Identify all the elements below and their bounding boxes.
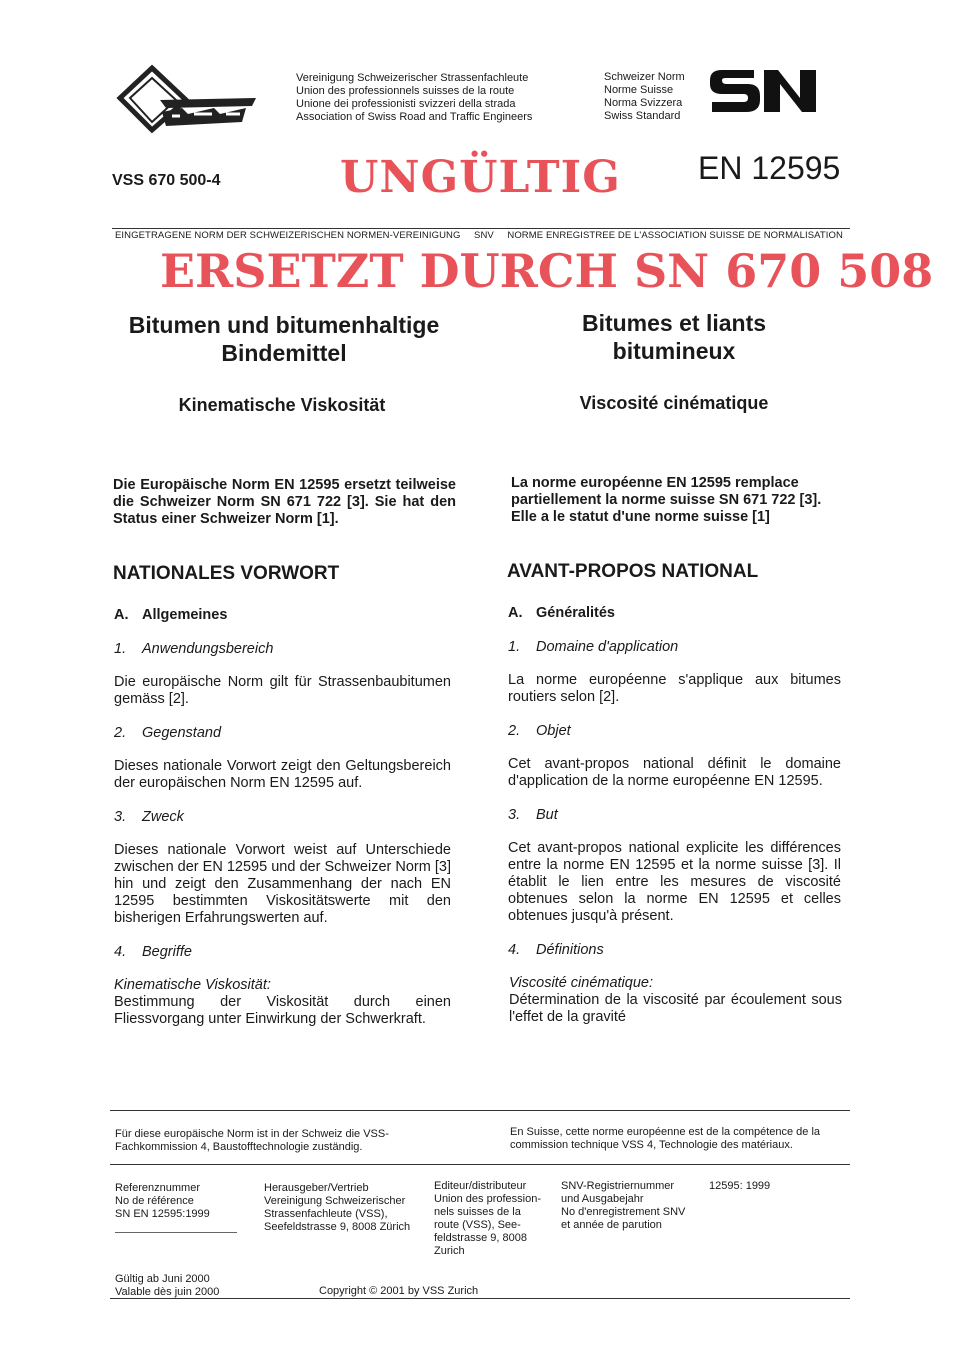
stamp-invalid: UNGÜLTIG bbox=[340, 152, 621, 203]
subtitle-de: Kinematische Viskosität bbox=[178, 395, 386, 415]
intro-de: Die Europäische Norm EN 12595 ersetzt teilweise die Schweizer Norm SN 671 722 [3]. Sie hat den Status einer Schweizer Norm [1]. bbox=[113, 477, 456, 527]
item2-title-fr bbox=[508, 723, 571, 740]
competence-fr: En Suisse, cette norme européenne est de la compétence de la commission technique VSS 4, Technologie des matériaux. bbox=[510, 1126, 821, 1151]
editor-line: Union des profession- bbox=[434, 1193, 542, 1205]
title-de bbox=[110, 311, 458, 367]
title-fr-line1: Bitumes et liants bbox=[581, 310, 767, 336]
footer-rule-bottom bbox=[110, 1298, 850, 1299]
title-fr-line2: bitumineux bbox=[612, 338, 736, 364]
assoc-name-de: Vereinigung Schweizerischer Strassenfachleute bbox=[296, 72, 529, 84]
item-num: 2. bbox=[508, 723, 521, 739]
item3-title-de bbox=[114, 809, 184, 826]
editor bbox=[434, 1180, 552, 1258]
item-num: 2. bbox=[114, 725, 127, 741]
sn-name-en: Swiss Standard bbox=[604, 110, 681, 122]
item-title: Domaine d'application bbox=[536, 639, 679, 655]
vss-logo bbox=[116, 64, 262, 134]
item4-title-de bbox=[114, 944, 192, 961]
copyright: Copyright © 2001 by VSS Zurich bbox=[319, 1285, 479, 1297]
item3-text-de: Dieses nationale Vorwort weist auf Unterschiede zwischen der EN 12595 und der Schweizer Norm [3] hin und zeigt den Zusammenhang der nach EN 12595 bestimmten Viskositätswerte mit den bisherigen Erfahrungswerten auf. bbox=[114, 842, 451, 926]
subtitle-fr: Viscosité cinématique bbox=[579, 393, 769, 413]
item-title: Begriffe bbox=[142, 944, 192, 960]
section-letter-de: A. bbox=[114, 607, 129, 623]
title-de-line1: Bitumen und bitumenhaltige bbox=[128, 312, 440, 338]
intro-fr: La norme européenne EN 12595 remplace partiellement la norme suisse SN 671 722 [3]. Elle a le statut d'une norme suisse [1] bbox=[511, 475, 822, 525]
ref-line: No de référence bbox=[115, 1195, 194, 1207]
en-number: EN 12595 bbox=[698, 150, 841, 186]
snv-value: 12595: 1999 bbox=[709, 1180, 771, 1192]
registered-snv: SNV bbox=[474, 230, 494, 241]
item1-title-de bbox=[114, 641, 273, 658]
publisher bbox=[264, 1182, 424, 1234]
section-letter-fr: A. bbox=[508, 605, 523, 621]
ref-line: Referenznummer bbox=[115, 1182, 200, 1194]
item-title: Zweck bbox=[142, 809, 184, 825]
registered-line bbox=[115, 230, 855, 241]
sn-name-de: Schweizer Norm bbox=[604, 71, 685, 83]
ref-line: SN EN 12595:1999 bbox=[115, 1208, 210, 1220]
competence-de: Für diese europäische Norm ist in der Schweiz die VSS-Fachkommission 4, Baustofftechnologie zuständig. bbox=[115, 1128, 389, 1153]
snv-line: No d'enregistrement SNV bbox=[561, 1206, 686, 1218]
item1-title-fr bbox=[508, 639, 678, 656]
item-num: 3. bbox=[114, 809, 127, 825]
snv-line: et année de parution bbox=[561, 1219, 662, 1231]
item-title: Définitions bbox=[536, 942, 604, 958]
validity bbox=[115, 1273, 275, 1299]
doc-number: VSS 670 500-4 bbox=[112, 172, 221, 189]
editor-line: nels suisses de la bbox=[434, 1206, 521, 1218]
section-a-de bbox=[114, 607, 227, 624]
item-num: 1. bbox=[508, 639, 521, 655]
registered-fr: NORME ENREGISTREE DE L'ASSOCIATION SUISSE DE NORMALISATION bbox=[507, 230, 843, 241]
footer-rule-top bbox=[110, 1110, 850, 1111]
swiss-standard-names bbox=[604, 71, 704, 123]
editor-line: feldstrasse 9, 8008 bbox=[434, 1232, 527, 1244]
item2-text-fr: Cet avant-propos national définit le domaine d'application de la norme européenne EN 12595. bbox=[508, 756, 841, 789]
footer-rule-mid bbox=[110, 1164, 850, 1165]
editor-line: route (VSS), See- bbox=[434, 1219, 521, 1231]
title-de-line2: Bindemittel bbox=[221, 340, 347, 366]
item-title: Objet bbox=[536, 723, 571, 739]
editor-line: Zurich bbox=[434, 1245, 465, 1257]
item-num: 4. bbox=[508, 942, 521, 958]
item2-title-de bbox=[114, 725, 221, 742]
valid-de: Gültig ab Juni 2000 bbox=[115, 1273, 210, 1285]
item3-text-fr: Cet avant-propos national explicite les différences entre la norme EN 12595 et la norme suisse [3]. Il établit le lien entre les mesures de viscosité obtenues selon la norme EN 12595 et celles obtenues jusqu'à présent. bbox=[508, 840, 841, 924]
heading-de: NATIONALES VORWORT bbox=[113, 563, 340, 584]
def-text-de: Bestimmung der Viskosität durch einen Fliessvorgang unter Einwirkung der Schwerkraft. bbox=[114, 994, 451, 1027]
def-term-fr: Viscosité cinématique: bbox=[509, 975, 654, 991]
item-title: Anwendungsbereich bbox=[142, 641, 274, 657]
publisher-line: Seefeldstrasse 9, 8008 Zürich bbox=[264, 1221, 411, 1233]
editor-line: Editeur/distributeur bbox=[434, 1180, 527, 1192]
valid-fr: Valable dès juin 2000 bbox=[115, 1286, 220, 1298]
item1-text-de: Die europäische Norm gilt für Strassenbaubitumen gemäss [2]. bbox=[114, 674, 451, 707]
sn-name-it: Norma Svizzera bbox=[604, 97, 683, 109]
publisher-line: Herausgeber/Vertrieb bbox=[264, 1182, 369, 1194]
title-fr bbox=[540, 309, 808, 365]
assoc-name-it: Unione dei professionisti svizzeri della strada bbox=[296, 98, 516, 110]
snv-registration bbox=[561, 1180, 701, 1232]
vss-association-names bbox=[296, 72, 566, 124]
stamp-replaced: ERSETZT DURCH SN 670 508 bbox=[160, 244, 934, 298]
reference-underline bbox=[115, 1232, 237, 1233]
def-text-fr: Détermination de la viscosité par écoulement sous l'effet de la gravité bbox=[509, 992, 842, 1025]
registered-top-rule bbox=[112, 228, 850, 229]
sn-logo bbox=[708, 62, 822, 118]
item-num: 4. bbox=[114, 944, 127, 960]
assoc-name-en: Association of Swiss Road and Traffic Engineers bbox=[296, 111, 533, 123]
snv-line: SNV-Registriernummer bbox=[561, 1180, 675, 1192]
snv-line: und Ausgabejahr bbox=[561, 1193, 644, 1205]
reference-number bbox=[115, 1182, 245, 1221]
item-title: Gegenstand bbox=[142, 725, 222, 741]
item2-text-de: Dieses nationale Vorwort zeigt den Geltungsbereich der europäischen Norm EN 12595 auf. bbox=[114, 758, 451, 791]
section-title-fr: Généralités bbox=[536, 605, 615, 621]
assoc-name-fr: Union des professionnels suisses de la route bbox=[296, 85, 515, 97]
section-a-fr bbox=[508, 605, 615, 622]
sn-name-fr: Norme Suisse bbox=[604, 84, 674, 96]
publisher-line: Strassenfachleute (VSS), bbox=[264, 1208, 388, 1220]
heading-fr: AVANT-PROPOS NATIONAL bbox=[507, 561, 759, 582]
item-num: 3. bbox=[508, 807, 521, 823]
item4-title-fr bbox=[508, 942, 604, 959]
item-title: But bbox=[536, 807, 558, 823]
item-num: 1. bbox=[114, 641, 127, 657]
item3-title-fr bbox=[508, 807, 558, 824]
publisher-line: Vereinigung Schweizerischer bbox=[264, 1195, 406, 1207]
registered-de: EINGETRAGENE NORM DER SCHWEIZERISCHEN NORMEN-VEREINIGUNG bbox=[115, 230, 461, 241]
section-title-de: Allgemeines bbox=[142, 607, 228, 623]
item1-text-fr: La norme européenne s'applique aux bitumes routiers selon [2]. bbox=[508, 672, 841, 705]
def-term-de: Kinematische Viskosität: bbox=[114, 977, 271, 993]
